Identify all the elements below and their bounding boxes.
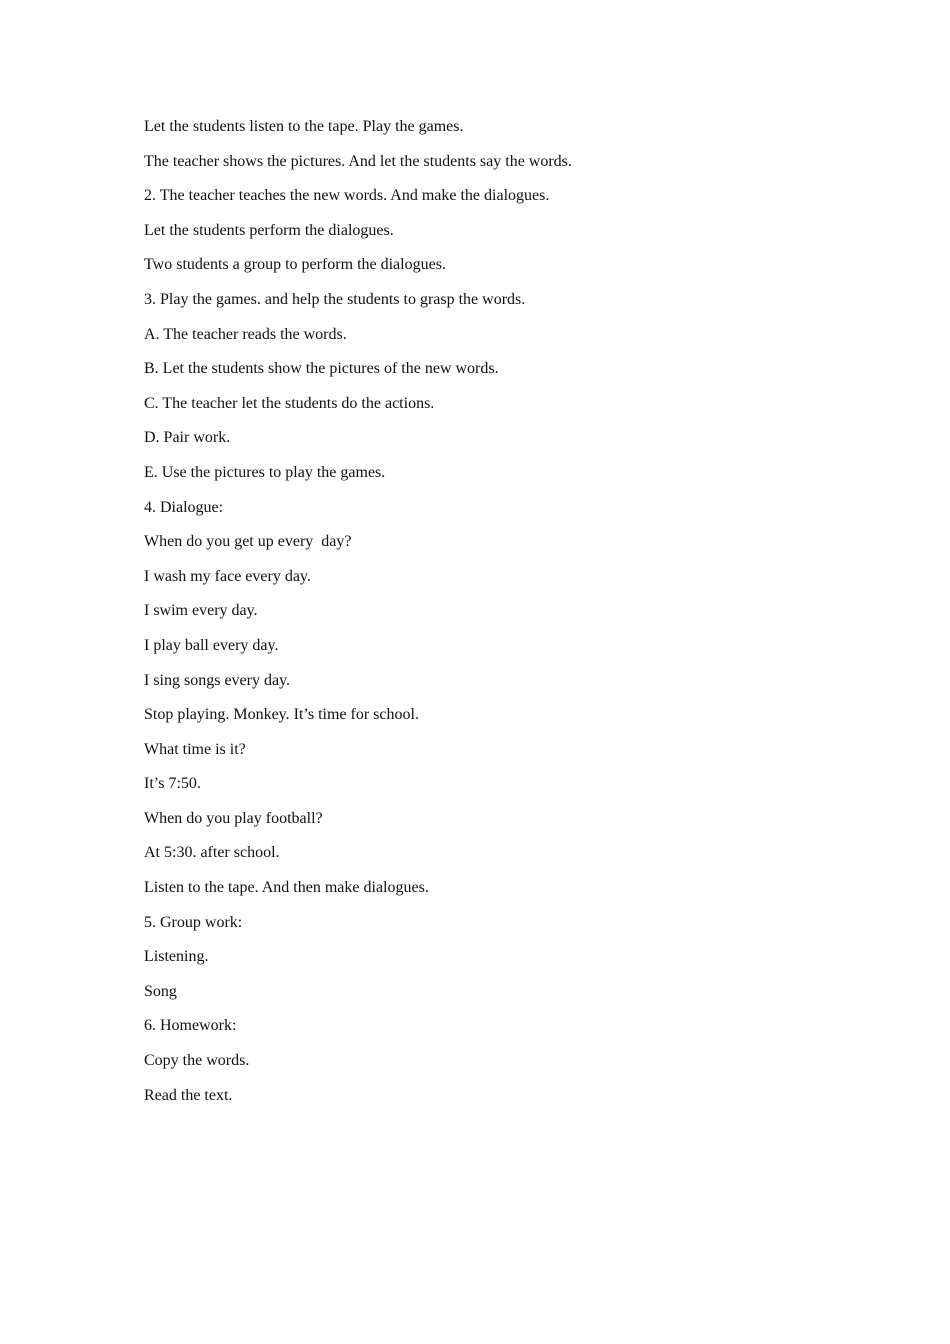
text-line: Listening. — [144, 948, 209, 966]
text-line: The teacher shows the pictures. And let the students say the words. — [144, 152, 572, 170]
dialogue-line: I wash my face every day. — [144, 567, 311, 585]
step-heading: 6. Homework: — [144, 1017, 237, 1035]
dialogue-line: I swim every day. — [144, 602, 258, 620]
step-heading: 5. Group work: — [144, 913, 243, 931]
step-heading: 2. The teacher teaches the new words. And make the dialogues. — [144, 187, 550, 205]
text-line: Let the students listen to the tape. Play the games. — [144, 118, 464, 135]
dialogue-line: When do you play football? — [144, 809, 323, 827]
text-line: Copy the words. — [144, 1052, 250, 1070]
dialogue-line: At 5:30. after school. — [144, 844, 280, 862]
text-line: Let the students perform the dialogues. — [144, 221, 394, 239]
list-item: D. Pair work. — [144, 429, 231, 447]
text-line: Read the text. — [144, 1086, 233, 1104]
list-item: C. The teacher let the students do the actions. — [144, 394, 435, 412]
document-body — [144, 116, 844, 1119]
dialogue-line: What time is it? — [144, 740, 246, 758]
step-heading: 3. Play the games. and help the students to grasp the words. — [144, 290, 526, 308]
text-line: Song — [144, 982, 177, 1000]
list-item: E. Use the pictures to play the games. — [144, 463, 386, 481]
list-item: B. Let the students show the pictures of the new words. — [144, 360, 499, 378]
dialogue-line: I sing songs every day. — [144, 671, 291, 689]
dialogue-line: Stop playing. Monkey. It’s time for school. — [144, 706, 419, 724]
step-heading: 4. Dialogue: — [144, 498, 224, 516]
dialogue-line: It’s 7:50. — [144, 775, 201, 793]
dialogue-line: When do you get up every day? — [144, 533, 352, 551]
list-item: A. The teacher reads the words. — [144, 325, 347, 343]
text-line: Listen to the tape. And then make dialogues. — [144, 879, 429, 897]
dialogue-line: I play ball every day. — [144, 636, 279, 654]
text-line: Two students a group to perform the dialogues. — [144, 256, 446, 274]
